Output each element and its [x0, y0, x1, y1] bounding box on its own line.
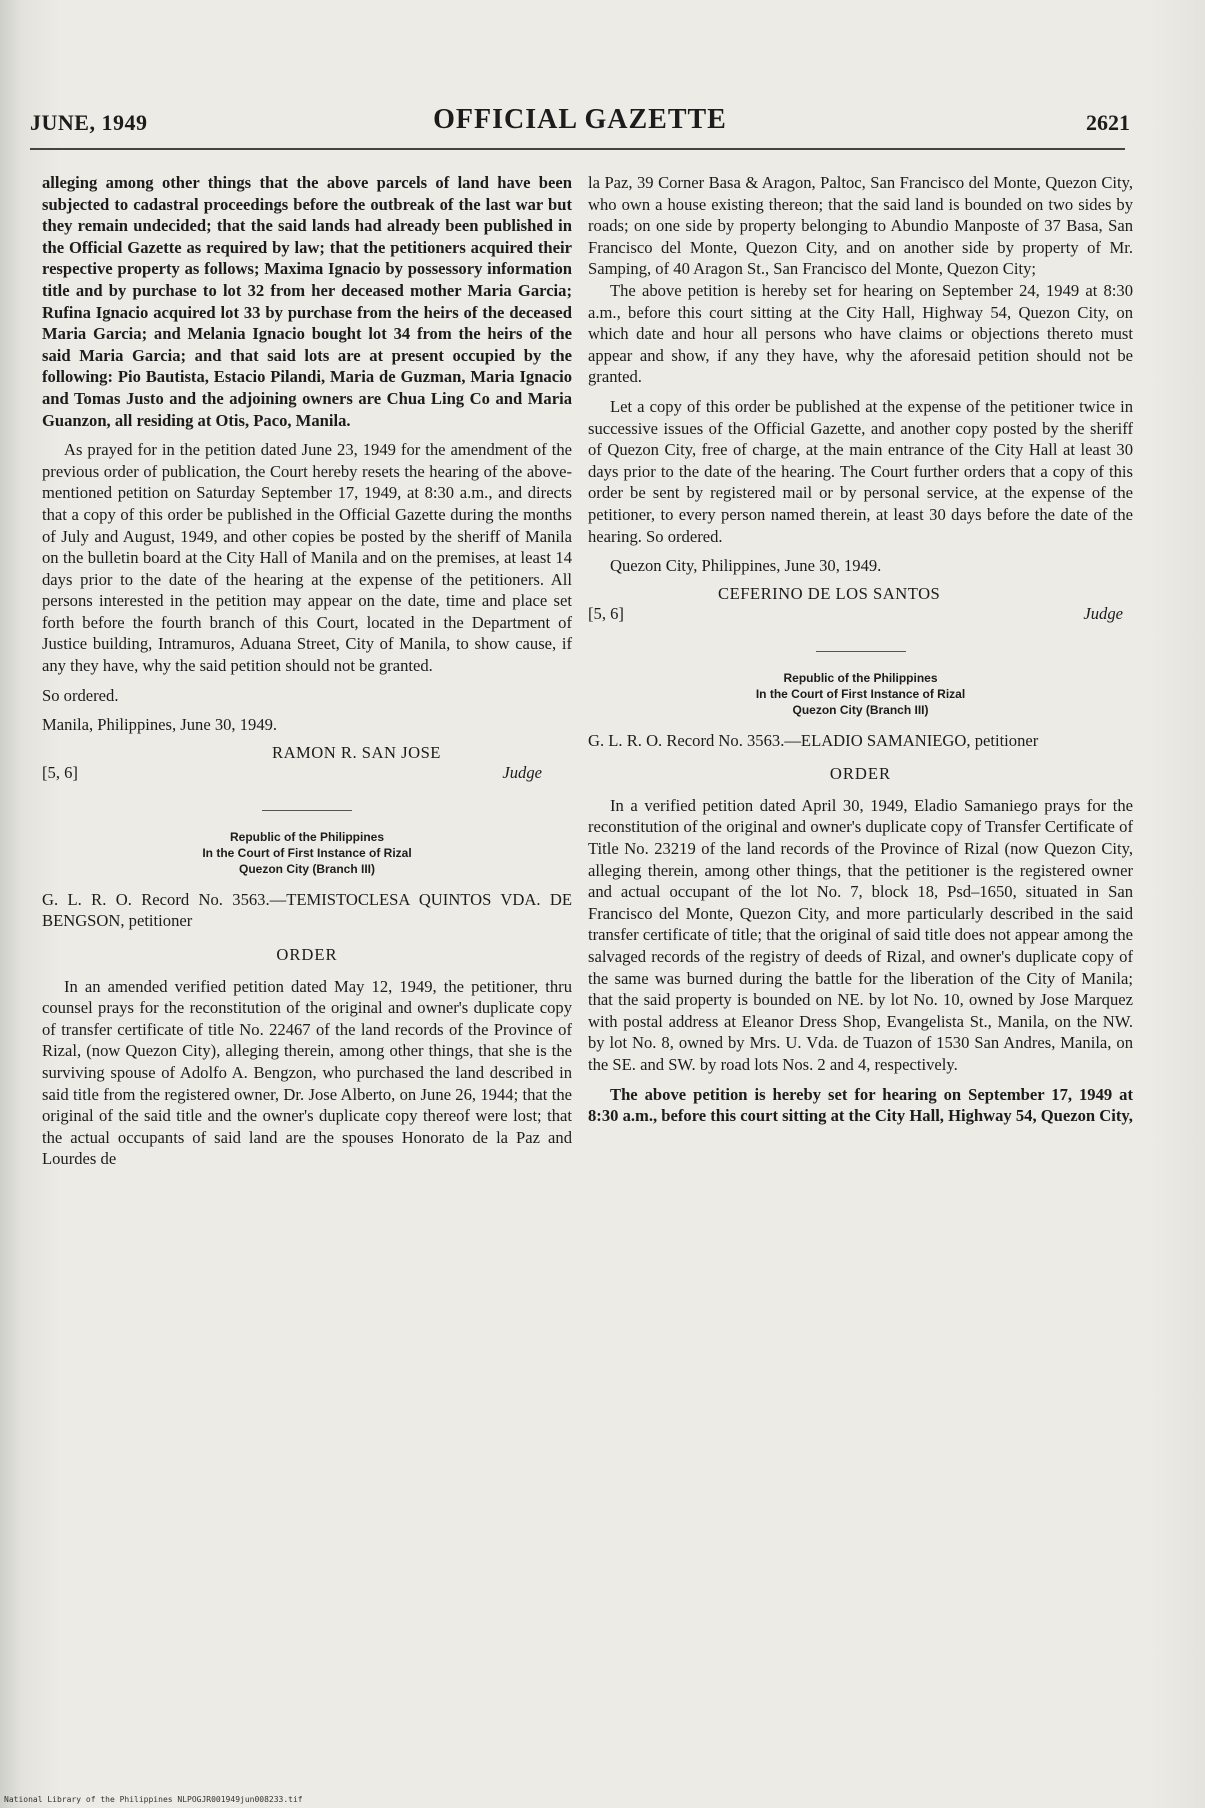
- left-paragraph-1: alleging among other things that the above parcels of land have been subjected to cadastral proceedings before the outbreak of the last war but they remain undecided; that the said lands had already been published in the Official Gazette as required by law; that the petitioners acquired their respective property as follows; Maxima Ignacio by possessory information title and by purchase to lot 32 from her deceased mother Maria Garcia; Rufina Ignacio acquired lot 33 by purchase from the heirs of the deceased Maria Garcia; and Melania Ignacio bought lot 34 from the heirs of the said Maria Garcia; and that said lots are at present occupied by the following: Pio Bautista, Estacio Pilandi, Maria de Guzman, Maria Ignacio and Tomas Justo and the adjoining owners are Chua Ling Co and Maria Guanzon, all residing at Otis, Paco, Manila.: [42, 173, 572, 430]
- right-paragraph-5: The above petition is hereby set for hearing on September 17, 1949 at 8:30 a.m., before this court sitting at the City Hall, Highway 54, Quezon City,: [588, 1084, 1133, 1126]
- right-column: [588, 172, 1133, 1127]
- header-rule: [30, 148, 1125, 150]
- court-line: In the Court of First Instance of Rizal: [755, 686, 966, 701]
- header-title: OFFICIAL GAZETTE: [433, 104, 727, 135]
- left-court-heading: [42, 829, 572, 877]
- court-line: Republic of the Philippines: [783, 670, 938, 685]
- court-line: Republic of the Philippines: [229, 829, 384, 844]
- left-paragraph-2: As prayed for in the petition dated June 23, 1949 for the amendment of the previous order of publication, the Court hereby resets the hearing of the above-mentioned petition on Saturday September 17, 1949, at 8:30 a.m., and directs that a copy of this order be published in the Official Gazette during the months of July and August, 1949, and other copies be posted by the sheriff of Manila on the bulletin board at the City Hall of Manila and on the premises, at least 14 days prior to the date of the hearing at the expense of the petitioners. All persons interested in the petition may appear on the date, time and place set forth before the fourth branch of this Court, located in the Department of Justice building, Intramuros, Aduana Street, City of Manila, to show cause, if any they have, why the said petition should not be granted.: [42, 440, 572, 676]
- right-judge-title: Judge: [1083, 603, 1123, 623]
- left-order-heading: ORDER: [276, 945, 338, 965]
- right-paragraph-3: Let a copy of this order be published at the expense of the petitioner twice in successive issues of the Official Gazette, and another copy posted by the sheriff of Quezon City, free of charge, at the main entrance of the City Hall at least 30 days prior to the date of the hearing. The Court further orders that a copy of this order be sent by registered mail or by personal service, at the expense of the petitioner, to every person named therein, at least 30 days before the date of the hearing. So ordered.: [588, 396, 1133, 546]
- header-date: JUNE, 1949: [30, 110, 148, 135]
- right-judge-name: CEFERINO DE LOS SANTOS: [718, 583, 941, 603]
- right-paragraph-1: la Paz, 39 Corner Basa & Aragon, Paltoc, San Francisco del Monte, Quezon City, who own a house existing thereon; that the said land is bounded on two sides by roads; on one side by property belonging to Abundio Manposte of 37 Basa, San Francisco del Monte, Quezon City, and on another side by property of Mr. Samping, of 40 Aragon St., San Francisco del Monte, Quezon City;: [588, 173, 1133, 279]
- page-header: [30, 100, 1130, 144]
- left-paragraph-3: In an amended verified petition dated May 12, 1949, the petitioner, thru counsel prays for the reconstitution of the original and owner's duplicate copy of transfer certificate of title No. 22467 of the land records of the Province of Rizal, (now Quezon City), alleging therein, among other things, that she is the surviving spouse of Adolfo A. Bengzon, who purchased the land described in said title from the registered owner, Dr. Jose Alberto, on June 26, 1944; that the original of the said title and the owner's duplicate copy thereof were lost; that the actual occupants of said land are the spouses Honorato de la Paz and Lourdes de: [42, 976, 572, 1169]
- left-signature-block: [42, 742, 572, 786]
- right-court-heading: [588, 670, 1133, 718]
- left-judge-title: Judge: [502, 762, 542, 782]
- court-line: Quezon City (Branch III): [792, 702, 929, 717]
- court-line: In the Court of First Instance of Rizal: [202, 845, 412, 860]
- left-issue-ref: [5, 6]: [42, 762, 78, 782]
- right-issue-ref: [5, 6]: [588, 603, 624, 623]
- left-judge-name: RAMON R. SAN JOSE: [272, 742, 441, 762]
- right-signature-block: [588, 583, 1133, 627]
- left-so-ordered: So ordered.: [42, 685, 119, 705]
- right-place-date: Quezon City, Philippines, June 30, 1949.: [610, 556, 882, 576]
- right-case-caption: G. L. R. O. Record No. 3563.—ELADIO SAMANIEGO, petitioner: [588, 730, 1039, 750]
- court-line: Quezon City (Branch III): [238, 861, 375, 876]
- left-case-caption: G. L. R. O. Record No. 3563.—TEMISTOCLESA QUINTOS VDA. DE BENGSON, petitioner: [42, 889, 572, 931]
- right-paragraph-4: In a verified petition dated April 30, 1949, Eladio Samaniego prays for the reconstitution of the original and owner's duplicate copy of Transfer Certificate of Title No. 23219 of the land records of the Province of Rizal (now Quezon City, alleging therein, among other things, that the petitioner is the registered owner and actual occupant of the lot No. 7, block 18, Psd–1650, situated in San Francisco del Monte, Quezon City, and more particularly described in the said transfer certificate of title; that the original of said title does not appear among the salvaged records of the registry of deeds of Rizal, and owner's duplicate copy of the same was burned during the battle for the liberation of the City of Manila; that the said property is bounded on NE. by lot No. 10, owned by Jose Marquez with postal address at Eleanor Dress Shop, Evangelista St., Manila, on the NW. by lot No. 8, owned by Mrs. U. Vda. de Tuazon of 1530 San Andres, Manila, on the SE. and SW. by road lots Nos. 2 and 4, respectively.: [588, 795, 1133, 1074]
- right-paragraph-2: The above petition is hereby set for hearing on September 24, 1949 at 8:30 a.m., before this court sitting at the City Hall, Highway 54, Quezon City, on which date and hour all persons who have claims or objections thereto must appear and show, if any they have, why the aforesaid petition should not be granted.: [588, 280, 1133, 387]
- left-place-date: Manila, Philippines, June 30, 1949.: [42, 715, 278, 735]
- right-order-heading: ORDER: [829, 764, 892, 784]
- left-divider: [262, 810, 352, 811]
- left-column: [42, 172, 572, 1170]
- right-divider: [816, 651, 906, 652]
- scan-footer: National Library of the Philippines NLPOGJR001949jun008233.tif: [4, 1795, 303, 1804]
- header-page-number: 2621: [1086, 110, 1130, 135]
